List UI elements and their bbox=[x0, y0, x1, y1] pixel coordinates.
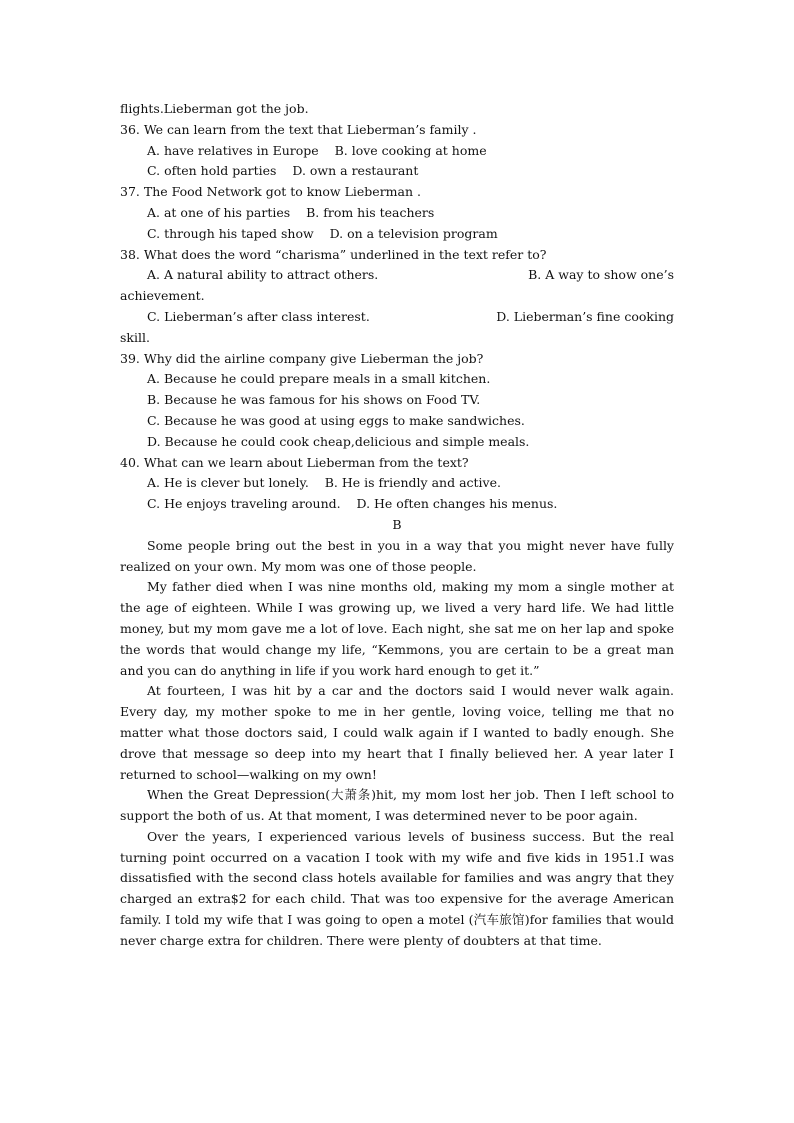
lead-line: flights.Lieberman got the job. bbox=[120, 101, 309, 116]
question-39-option-b: B. Because he was famous for his shows on Food TV. bbox=[147, 392, 481, 408]
question-39-option-a: A. Because he could prepare meals in a small kitchen. bbox=[147, 371, 491, 387]
question-38-option-b: B. A way to show one’s bbox=[528, 267, 674, 283]
question-39-stem: 39. Why did the airline company give Lieberman the job? bbox=[120, 350, 484, 366]
question-38-option-c: C. Lieberman’s after class interest. bbox=[147, 308, 370, 324]
question-39-option-c: C. Because he was good at using eggs to make sandwiches. bbox=[147, 412, 525, 428]
passage-paragraph-4: When the Great Depression(大萧条)hit, my mom lost her job. Then I left school to support the both of us. At that moment, I was determined never to be poor again. bbox=[120, 787, 674, 824]
question-40-stem: 40. What can we learn about Lieberman from the text? bbox=[120, 454, 469, 470]
question-36-options-row-1: A. have relatives in Europe B. love cooking at home bbox=[147, 142, 487, 158]
question-40-options-row-1: A. He is clever but lonely. B. He is friendly and active. bbox=[147, 475, 501, 491]
question-36-options-row-2: C. often hold parties D. own a restaurant bbox=[147, 163, 419, 179]
question-38-options-row-1 bbox=[120, 265, 674, 286]
passage-paragraph-5: Over the years, I experienced various levels of business success. But the real turning point occurred on a vacation I took with my wife and five kids in 1951.I was dissatisfied with the second class hotels available for families and was angry that they charged an extra$2 for each child. That was too expensive for the average American family. I told my wife that I was going to open a motel (汽车旅馆)for families that would never charge extra for children. There were plenty of doubters at that time. bbox=[120, 828, 674, 948]
question-38-options-row-2 bbox=[120, 307, 674, 328]
document-page bbox=[120, 99, 674, 952]
passage-paragraph-2: My father died when I was nine months old, making my mom a single mother at the age of eighteen. While I was growing up, we lived a very hard life. We had little money, but my mom gave me a lot of love. Each night, she sat me on her lap and spoke the words that would change my life, “Kemmons, you are certain to be a great man and you can do anything in life if you work hard enough to get it.” bbox=[120, 579, 674, 678]
question-37-options-row-1: A. at one of his parties B. from his teachers bbox=[147, 204, 435, 220]
question-38-option-d: D. Lieberman’s fine cooking bbox=[496, 308, 674, 324]
passage-paragraph-1: Some people bring out the best in you in a way that you might never have fully realized on your own. My mom was one of those people. bbox=[120, 537, 674, 574]
question-39-option-d: D. Because he could cook cheap,delicious and simple meals. bbox=[147, 433, 530, 449]
passage-paragraph-3: At fourteen, I was hit by a car and the doctors said I would never walk again. Every day, my mother spoke to me in her gentle, loving voice, telling me that no matter what those doctors said, I could walk again if I wanted to badly enough. She drove that message so deep into my heart that I finally believed her. A year later I returned to school—walking on my own! bbox=[120, 683, 674, 782]
question-36-stem: 36. We can learn from the text that Lieberman’s family . bbox=[120, 121, 477, 137]
question-37-stem: 37. The Food Network got to know Lieberman . bbox=[120, 184, 421, 200]
question-38-option-a: A. A natural ability to attract others. bbox=[147, 267, 379, 283]
question-40-options-row-2: C. He enjoys traveling around. D. He often changes his menus. bbox=[147, 496, 558, 512]
question-38-stem: 38. What does the word “charisma” underlined in the text refer to? bbox=[120, 246, 547, 262]
question-38-option-b-continued: achievement. bbox=[120, 288, 205, 304]
question-38-option-d-continued: skill. bbox=[120, 329, 150, 345]
section-heading: B bbox=[392, 516, 402, 532]
question-37-options-row-2: C. through his taped show D. on a television program bbox=[147, 225, 498, 241]
